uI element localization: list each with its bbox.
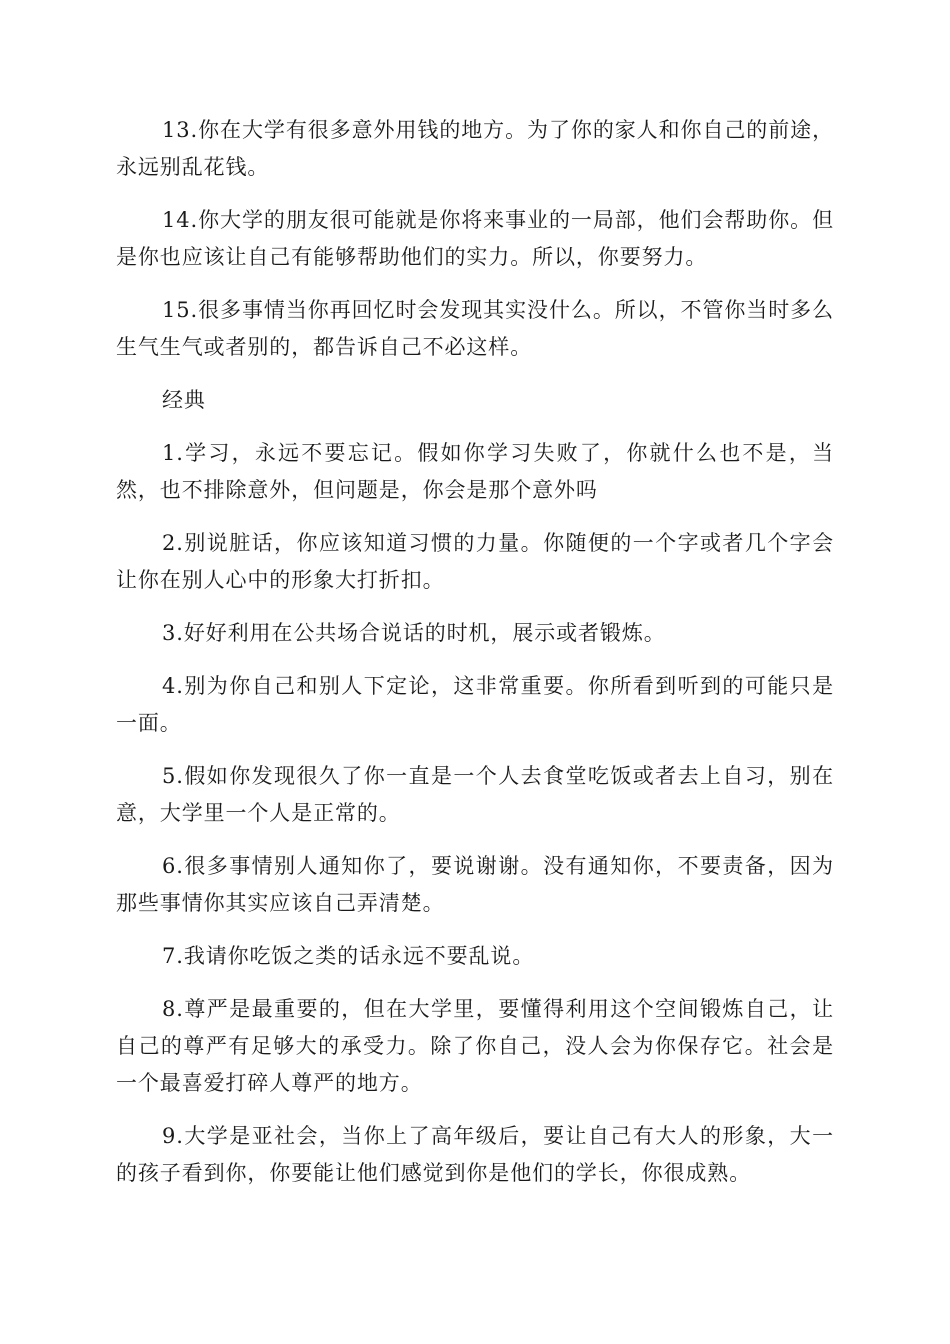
paragraph-2: 2.别说脏话，你应该知道习惯的力量。你随便的一个字或者几个字会让你在别人心中的形象大打折扣。: [116, 531, 834, 592]
paragraph-15: 15.很多事情当你再回忆时会发现其实没什么。所以，不管你当时多么生气生气或者别的，都告诉自己不必这样。: [116, 298, 834, 359]
section-heading: 经典: [162, 388, 206, 412]
paragraph-4: 4.别为你自己和别人下定论，这非常重要。你所看到听到的可能只是一面。: [116, 674, 834, 735]
paragraph-5: 5.假如你发现很久了你一直是一个人去食堂吃饭或者去上自习，别在意，大学里一个人是正常的。: [116, 764, 834, 825]
paragraph-13: 13.你在大学有很多意外用钱的地方。为了你的家人和你自己的前途，永远别乱花钱。: [116, 118, 834, 179]
paragraph-6: 6.很多事情别人通知你了，要说谢谢。没有通知你，不要责备，因为那些事情你其实应该自己弄清楚。: [116, 854, 834, 915]
document-body: [116, 112, 834, 1208]
paragraph-1: 1.学习，永远不要忘记。假如你学习失败了，你就什么也不是，当然，也不排除意外，但问题是，你会是那个意外吗: [116, 441, 834, 502]
paragraph-7: 7.我请你吃饭之类的话永远不要乱说。: [162, 944, 535, 968]
paragraph-9: 9.大学是亚社会，当你上了高年级后，要让自己有大人的形象，大一的孩子看到你，你要能让他们感觉到你是他们的学长，你很成熟。: [116, 1124, 834, 1185]
paragraph-8: 8.尊严是最重要的，但在大学里，要懂得利用这个空间锻炼自己，让自己的尊严有足够大的承受力。除了你自己，没人会为你保存它。社会是一个最喜爱打碎人尊严的地方。: [116, 997, 834, 1095]
paragraph-14: 14.你大学的朋友很可能就是你将来事业的一局部，他们会帮助你。但是你也应该让自己有能够帮助他们的实力。所以，你要努力。: [116, 208, 834, 269]
paragraph-3: 3.好好利用在公共场合说话的时机，展示或者锻炼。: [162, 621, 666, 645]
